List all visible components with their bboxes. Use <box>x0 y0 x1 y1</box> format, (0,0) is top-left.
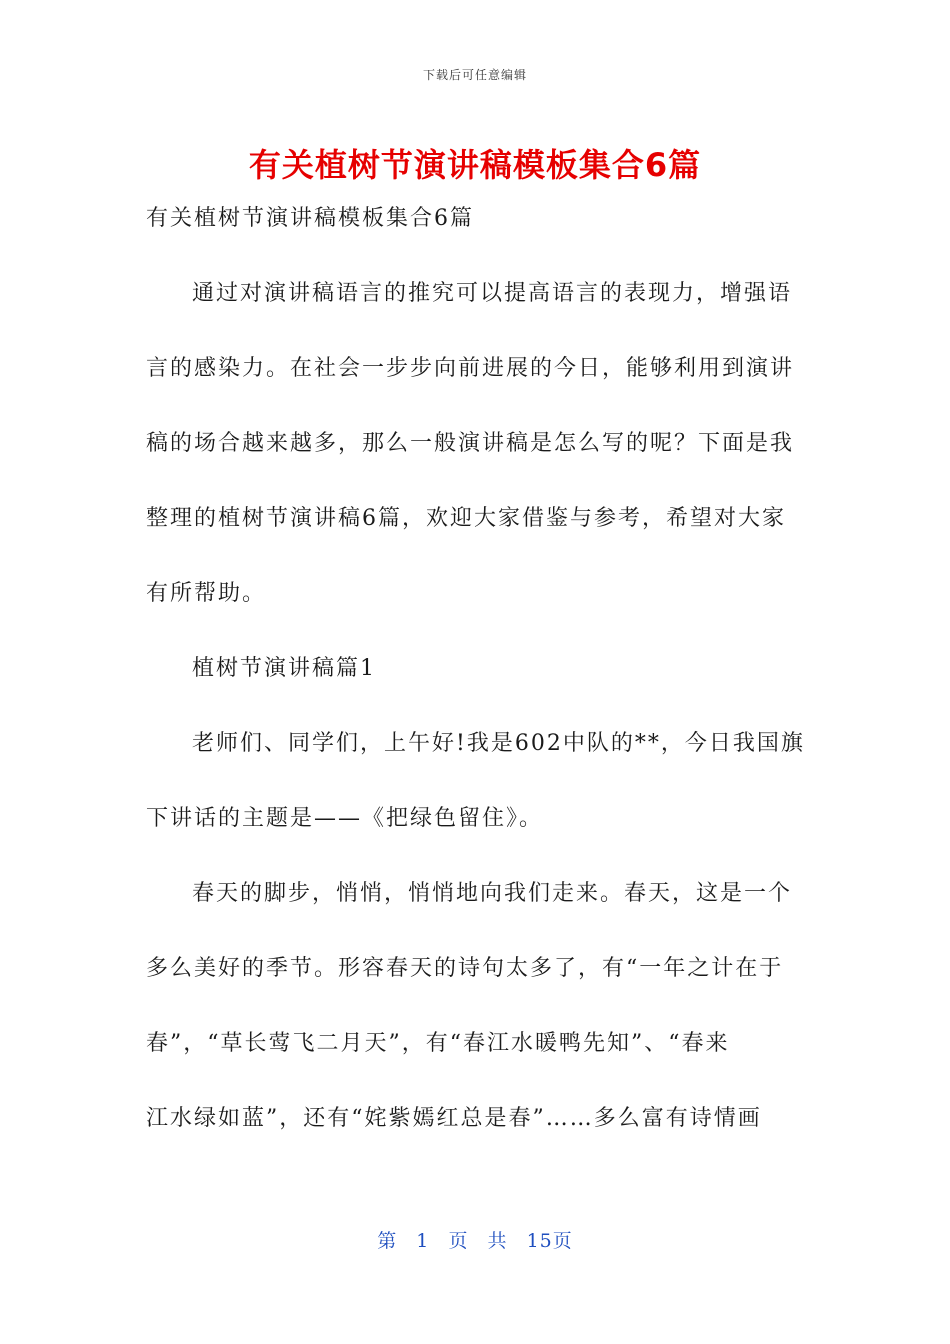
page-footer <box>0 1226 950 1253</box>
document-title: 有关植树节演讲稿模板集合6篇 <box>248 146 702 184</box>
footer-total-prefix: 共 <box>487 1230 508 1252</box>
body-line: 整理的植树节演讲稿6篇，欢迎大家借鉴与参考，希望对大家 <box>146 506 786 531</box>
body-line: 春”，“草长莺飞二月天”，有“春江水暖鸭先知”、“春来 <box>146 1031 730 1056</box>
footer-page-number: 1 <box>416 1230 430 1252</box>
body-line: 下讲话的主题是——《把绿色留住》。 <box>146 806 544 831</box>
body-line: 稿的场合越来越多，那么一般演讲稿是怎么写的呢？下面是我 <box>146 431 795 456</box>
body-line: 通过对演讲稿语言的推究可以提高语言的表现力，增强语 <box>192 281 793 306</box>
body-line: 老师们、同学们，上午好!我是602中队的**，今日我国旗 <box>192 731 805 756</box>
header-note: 下载后可任意编辑 <box>422 68 527 82</box>
body-line: 有所帮助。 <box>146 581 267 606</box>
body-line: 有关植树节演讲稿模板集合6篇 <box>146 206 474 231</box>
body-line: 江水绿如蓝”，还有“姹紫嫣红总是春”……多么富有诗情画 <box>146 1106 762 1131</box>
body-line: 多么美好的季节。形容春天的诗句太多了，有“一年之计在于 <box>146 956 784 981</box>
footer-page-word: 页 <box>448 1230 469 1252</box>
footer-total-pages: 15页 <box>526 1230 573 1252</box>
section-heading: 植树节演讲稿篇1 <box>192 656 376 681</box>
body-line: 春天的脚步，悄悄，悄悄地向我们走来。春天，这是一个 <box>192 881 793 906</box>
footer-prefix: 第 <box>377 1230 398 1252</box>
document-body <box>146 196 806 1171</box>
body-line: 言的感染力。在社会一步步向前进展的今日，能够利用到演讲 <box>146 356 795 381</box>
